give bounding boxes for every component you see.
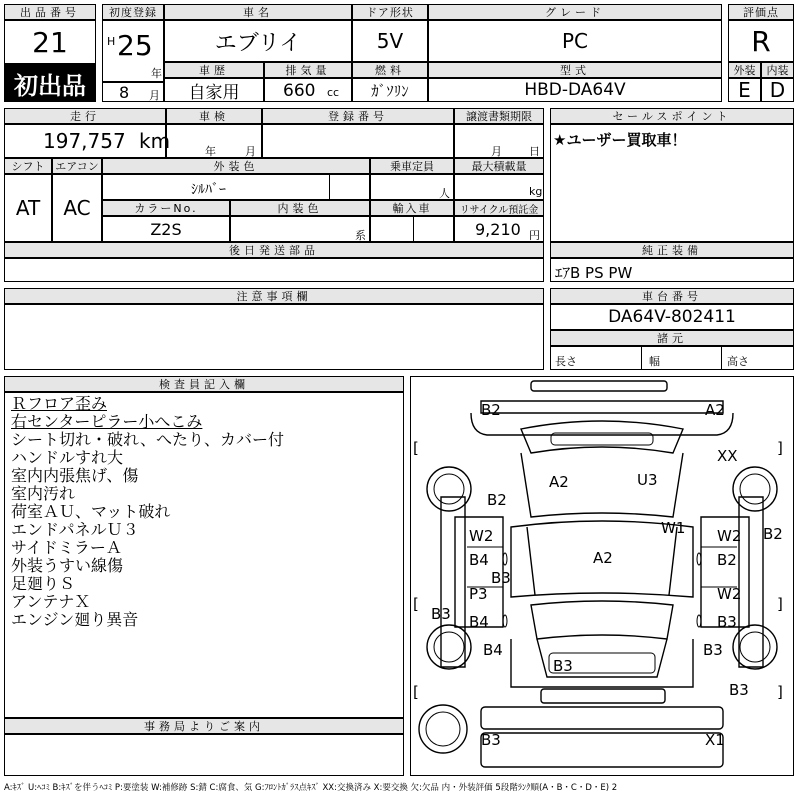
note-line: 外装うすい線傷 [11,556,124,575]
damage-mark: P3 [469,585,488,603]
damage-mark: B2 [487,491,507,509]
disp-label: 排気量 [264,62,352,78]
sales-point: ★ユーザー買取車！ [550,124,794,242]
damage-mark: B4 [469,613,489,631]
damage-mark: B3 [481,731,501,749]
fuel-label: 燃料 [352,62,428,78]
damage-mark: X1 [705,731,725,749]
model-code: HBD-DA64V [428,78,722,102]
dims: 長さ 幅 高さ [550,346,794,370]
equipment: ｴｱB PS PW [550,258,794,282]
displacement: 660 cc [264,78,352,102]
damage-mark: B4 [483,641,503,659]
note-line: エンジン廻り異音 [11,610,139,629]
chassis-label: 車台番号 [550,288,794,304]
damage-mark: B3 [717,613,737,631]
grade: PC [428,20,722,62]
int-grade: D [761,78,794,102]
equip-label: 純正装備 [550,242,794,258]
reg-month: 8 月 [102,82,164,102]
plate [262,124,454,158]
history-label: 車歴 [164,62,264,78]
score-label: 評価点 [728,4,794,20]
notice-label: 事務局よりご案内 [4,718,404,734]
shift-label: シフト [4,158,52,174]
name-label: 車名 [164,4,352,20]
inspector-notes [4,392,404,718]
recycle: 9,210 円 [454,216,544,242]
intcolor: 系 [230,216,370,242]
colorno: Z2S [102,216,230,242]
door-type: 5V [352,20,428,62]
ac-label: エアコン [52,158,102,174]
damage-mark: W2 [717,527,742,545]
later-parts-label: 後日発送部品 [4,242,544,258]
seats: 人 [370,174,454,200]
notice [4,734,404,776]
shift: AT [4,174,52,242]
damage-mark: B3 [431,605,451,623]
damage-mark: B2 [481,401,501,419]
ext-grade: E [728,78,761,102]
damage-mark: B2 [763,525,783,543]
model-label: 型式 [428,62,722,78]
damage-mark: A2 [549,473,569,491]
damage-mark: XX [717,447,738,465]
damage-mark: B3 [491,569,511,587]
shaken-label: 車検 [166,108,262,124]
int-label: 内装 [761,62,794,78]
aircon: AC [52,174,102,242]
damage-mark: W2 [469,527,494,545]
reg-date: H 25 年 [102,20,164,82]
note-line: アンテナＸ [11,592,91,611]
lot-number: 21 [4,20,96,64]
mileage-label: 走行 [4,108,166,124]
diagram-bracket: [ [413,439,419,457]
damage-mark: W1 [661,519,686,537]
diagram-bracket: [ [413,595,419,613]
damage-mark: A2 [593,549,613,567]
recycle-label: リサイクル預託金 [454,200,544,216]
note-line: エンドパネルＵ３ [11,520,139,539]
chassis-number: DA64V-802411 [550,304,794,330]
note-line: 荷室ＡＵ、マット破れ [11,502,171,521]
caution [4,304,544,370]
reg-label: 初度登録 [102,4,164,20]
damage-mark: B3 [703,641,723,659]
diagram-bracket: [ [413,683,419,701]
later-parts [4,258,544,282]
damage-mark: W2 [717,585,742,603]
load-label: 最大積載量 [454,158,544,174]
damage-mark: B2 [717,551,737,569]
plate-label: 登録番号 [262,108,454,124]
note-line: ハンドルすれ大 [11,448,124,467]
ext-label: 外装 [728,62,761,78]
lot-label: 出品番号 [4,4,96,20]
note-line: 足廻りＳ [11,574,76,593]
sales-label: セールスポイント [550,108,794,124]
damage-mark: B4 [469,551,489,569]
diagram-bracket: ] [777,683,783,701]
note-line: Ｒフロア歪み [11,394,108,413]
note-line: 室内汚れ [11,484,76,503]
dims-label: 諸元 [550,330,794,346]
color-label: 外装色 [102,158,370,174]
car-name: エブリイ [164,20,352,62]
fuel: ｶﾞｿﾘﾝ [352,78,428,102]
colorno-label: カラーNo. [102,200,230,216]
legend: A:ｷｽﾞ U:ﾍｺﾐ B:ｷｽﾞを伴うﾍｺﾐ P:要塗装 W:補修跡 S:錆 C:腐食、気 G:ﾌﾛﾝﾄｶﾞﾗｽ点ｷｽﾞ XX:交換済み X:要交換 欠:欠品 内・外装評価 5段階ﾗﾝｸ順(A・B・C・D・E) 2 [4,783,618,793]
transfer: 月 日 [454,124,544,158]
import-label: 輸入車 [370,200,454,216]
diagram-bracket: ] [777,439,783,457]
inspector-label: 検査員記入欄 [4,376,404,392]
damage-mark: A2 [705,401,725,419]
damage-mark: B3 [553,657,573,675]
score: R [728,20,794,62]
mileage: 197,757 km [4,124,166,158]
first-listing-badge: 初出品 [4,64,96,102]
transfer-label: 譲渡書類期限 [454,108,544,124]
damage-mark: U3 [637,471,658,489]
intcolor-label: 内装色 [230,200,370,216]
note-line: サイドミラーＡ [11,538,122,557]
color: ｼﾙﾊﾞｰ [102,174,370,200]
damage-mark: B3 [729,681,749,699]
shaken: 年 月 [166,124,262,158]
note-line: 室内内張焦げ、傷 [11,466,139,485]
caution-label: 注意事項欄 [4,288,544,304]
car-outline-diagram [411,377,793,775]
door-label: ドア形状 [352,4,428,20]
history: 自家用 [164,78,264,102]
import [370,216,454,242]
grade-label: グレード [428,4,722,20]
damage-diagram [410,376,794,776]
load: kg [454,174,544,200]
note-line: シート切れ・破れ、へたり、カバー付 [11,430,284,449]
seats-label: 乗車定員 [370,158,454,174]
diagram-bracket: ] [777,595,783,613]
note-line: 右センターピラー小へこみ [11,412,203,431]
